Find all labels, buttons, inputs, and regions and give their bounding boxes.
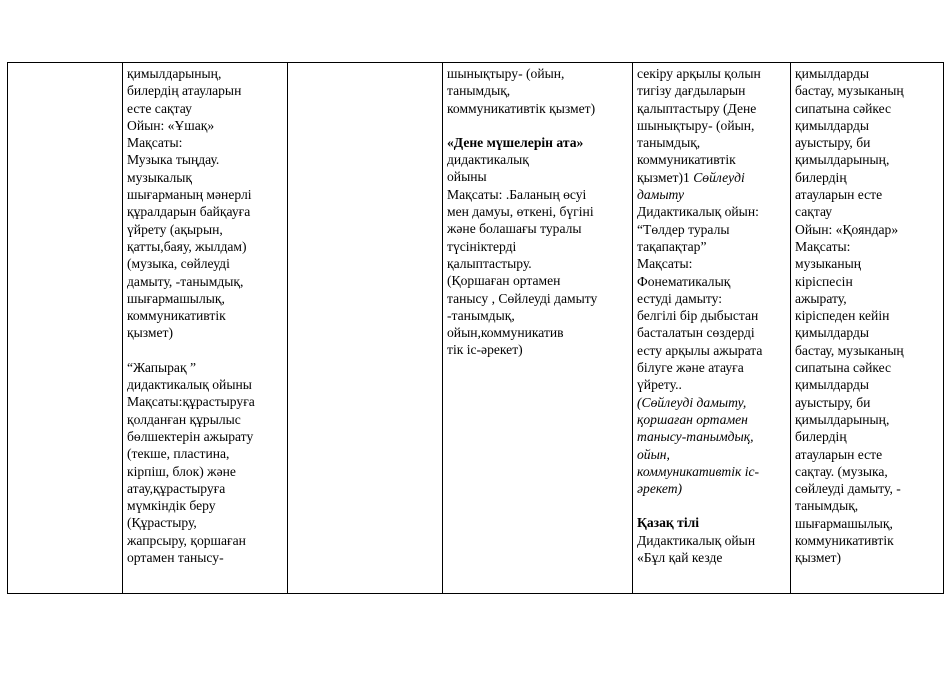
text-line: Мақсаты: xyxy=(637,256,693,272)
text-line: коммуникативтік xyxy=(127,308,226,324)
text-line: танысу , Сөйлеуді дамыту xyxy=(447,290,598,306)
text-line: коммуникативтік xyxy=(637,152,736,168)
text-line: білуге және атауға xyxy=(637,360,744,376)
text-line: (Сөйлеуді дамыту, xyxy=(637,394,747,410)
text-line: атауларын есте xyxy=(795,187,883,203)
table-cell-col3 xyxy=(288,63,443,594)
text-line: бастау, музыканың xyxy=(795,83,904,99)
text-line: есте сақтау xyxy=(127,100,192,116)
text-line: ауыстыру, би xyxy=(795,135,871,151)
text-run: қызмет)1 xyxy=(637,169,694,185)
text-line: (текше, пластина, xyxy=(127,446,230,462)
text-line: қимылдарды xyxy=(795,377,870,393)
text-line: «Дене мүшелерін ата» xyxy=(447,134,584,150)
text-line: шынықтыру- (ойын, xyxy=(637,117,755,133)
text-line: бастау, музыканың xyxy=(795,342,904,358)
text-line: ауыстыру, би xyxy=(795,394,871,410)
text-line: билердің xyxy=(795,169,847,185)
text-line: Музыка тыңдау. xyxy=(127,152,220,168)
text-line: әрекет) xyxy=(637,481,683,497)
text-line: танымдық, xyxy=(637,135,701,151)
text-line: “Жапырақ ” xyxy=(127,359,197,375)
text-line: кіріспеден кейін xyxy=(795,308,890,324)
text-line: қимылдарды xyxy=(795,117,870,133)
text-line: үйрету (ақырын, xyxy=(127,221,223,237)
text-line: коммуникативтік қызмет) xyxy=(447,100,596,116)
text-line: қалыптастыру (Дене xyxy=(637,100,757,116)
text-line: музыканың xyxy=(795,256,862,272)
text-line: шығарманың мәнерлі xyxy=(127,187,252,203)
text-line: шынықтыру- (ойын, xyxy=(447,66,565,81)
text-line: сақтау. (музыка, xyxy=(795,463,888,479)
text-line: -танымдық, xyxy=(447,307,515,323)
text-line: сипатына сәйкес xyxy=(795,100,892,116)
text-line: (Қоршаған ортамен xyxy=(447,273,561,289)
text-line: дидактикалық ойыны xyxy=(127,377,252,393)
text-line: қатты,баяу, жылдам) xyxy=(127,238,247,254)
text-line: секіру арқылы қолын xyxy=(637,66,761,81)
text-line: коммуникативтік іс- xyxy=(637,463,760,479)
text-line: қимылдарды xyxy=(795,325,870,341)
text-line: атау,құрастыруға xyxy=(127,480,226,496)
text-line: басталатын сөздерді xyxy=(637,325,755,341)
text-line xyxy=(637,169,787,186)
table-cell-col4 xyxy=(443,63,633,594)
text-line: және болашағы туралы xyxy=(447,221,582,237)
text-line: (Құрастыру, xyxy=(127,515,197,531)
text-line: ортамен танысу- xyxy=(127,550,224,566)
text-line: атауларын есте xyxy=(795,446,883,462)
text-line: қимылдарды xyxy=(795,66,870,81)
text-line: мүмкіндік беру xyxy=(127,498,216,514)
text-line: белгілі бір дыбыстан xyxy=(637,308,759,324)
blank-line xyxy=(447,117,629,134)
table-row xyxy=(8,63,944,594)
text-line: шығармашылық, xyxy=(127,290,225,306)
text-line: ойыны xyxy=(447,169,487,185)
text-line: естуді дамыту: xyxy=(637,290,723,306)
text-line: сөйлеуді дамыту, - xyxy=(795,481,901,497)
text-line: қоршаған ортамен xyxy=(637,411,748,427)
text-line: ойын,коммуникатив xyxy=(447,325,564,341)
text-line: қимылдарының, xyxy=(795,411,890,427)
text-line: ойын, xyxy=(637,446,670,462)
text-line: Дидактикалық ойын: xyxy=(637,204,759,220)
text-line: музыкалық xyxy=(127,169,192,185)
text-line: қалыптастыру. xyxy=(447,255,532,271)
text-line: (музыка, сөйлеуді xyxy=(127,256,230,272)
text-line: Қазақ тілі xyxy=(637,515,700,531)
text-line: кірпіш, блок) және xyxy=(127,463,236,479)
text-line: Ойын: «Қояндар» xyxy=(795,221,899,237)
text-line: билердің xyxy=(795,429,847,445)
text-line: коммуникативтік xyxy=(795,533,894,549)
text-line: сақтау xyxy=(795,204,833,220)
text-line: шығармашылық, xyxy=(795,515,893,531)
table-cell-col5 xyxy=(633,63,791,594)
text-line: қолданған құрылыс xyxy=(127,411,241,427)
text-line: мен дамуы, өткені, бүгіні xyxy=(447,204,594,220)
text-line: бөлшектерін ажырату xyxy=(127,428,254,444)
text-line: Мақсаты: xyxy=(795,238,851,254)
text-line: дидактикалық xyxy=(447,152,529,168)
text-line: Фонематикалық xyxy=(637,273,731,289)
text-line: Мақсаты:құрастыруға xyxy=(127,394,255,410)
text-line: танымдық, xyxy=(795,498,859,514)
text-line: дамыту xyxy=(637,187,685,203)
text-line: кіріспесін xyxy=(795,273,853,289)
text-line: тақапақтар” xyxy=(637,238,707,254)
text-line: танысу-танымдық, xyxy=(637,429,754,445)
lesson-plan-table xyxy=(7,62,944,594)
text-run-italic: Сөйлеуді xyxy=(693,169,745,185)
text-line: тигізу дағдыларын xyxy=(637,83,746,99)
text-line: есту арқылы ажырата xyxy=(637,342,763,358)
text-line: “Төлдер туралы xyxy=(637,221,730,237)
text-line: Ойын: «Ұшақ» xyxy=(127,117,215,133)
text-line: сипатына сәйкес xyxy=(795,360,892,376)
text-line: құралдарын байқауға xyxy=(127,204,251,220)
text-line: түсініктерді xyxy=(447,238,517,254)
text-line: қимылдарының, xyxy=(127,66,222,81)
text-line: «Бұл қай кезде xyxy=(637,550,723,566)
text-line: танымдық, xyxy=(447,83,511,99)
blank-line xyxy=(637,497,787,514)
table-cell-col1 xyxy=(8,63,123,594)
text-line: жапрсыру, қоршаған xyxy=(127,532,246,548)
text-line: билердің атауларын xyxy=(127,83,242,99)
text-line: тік іс-әрекет) xyxy=(447,342,523,358)
table-cell-col6 xyxy=(791,63,944,594)
blank-line xyxy=(127,342,284,359)
text-line: ажырату, xyxy=(795,290,847,306)
text-line: қызмет) xyxy=(127,325,174,341)
text-line: Мақсаты: xyxy=(127,135,183,151)
text-line: қызмет) xyxy=(795,550,842,566)
text-line: дамыту, -танымдық, xyxy=(127,273,244,289)
text-line: Дидактикалық ойын xyxy=(637,532,756,548)
text-line: қимылдарының, xyxy=(795,152,890,168)
text-line: үйрету.. xyxy=(637,377,682,393)
text-line: Мақсаты: .Баланың өсуі xyxy=(447,186,587,202)
table-cell-col2 xyxy=(123,63,288,594)
